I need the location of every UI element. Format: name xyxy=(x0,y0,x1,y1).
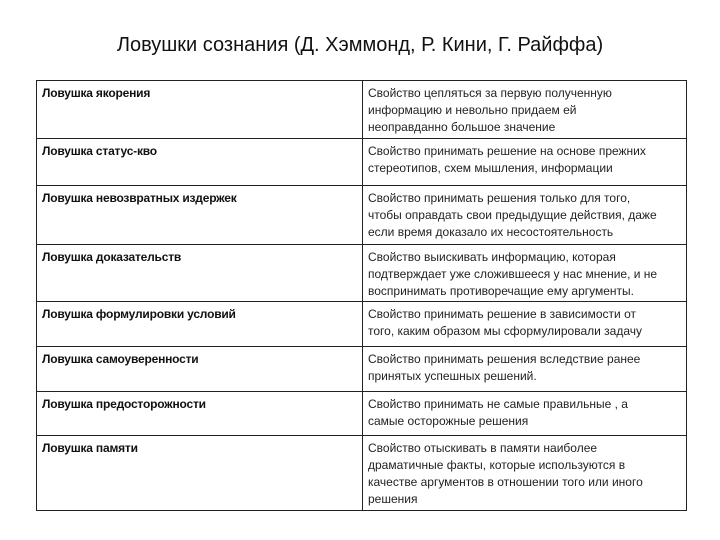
trap-description: Свойство принимать решения вследствие ранее принятых успешных решений. xyxy=(363,347,687,392)
trap-name: Ловушка статус-кво xyxy=(37,139,363,186)
table-row xyxy=(37,392,687,436)
trap-name: Ловушка доказательств xyxy=(37,245,363,302)
trap-description: Свойство принимать не самые правильные , а самые осторожные решения xyxy=(363,392,687,436)
table-row xyxy=(37,186,687,245)
slide-title: Ловушки сознания (Д. Хэммонд, Р. Кини, Г. Райффа) xyxy=(116,34,604,56)
trap-description: Свойство выискивать информацию, которая подтверждает уже сложившееся у нас мнение, и не воспринимать противоречащие ему аргументы. xyxy=(363,245,687,302)
trap-name: Ловушка якорения xyxy=(37,81,363,139)
table-body xyxy=(37,81,687,511)
trap-description: Свойство принимать решение на основе прежних стереотипов, схем мышления, информации xyxy=(363,139,687,186)
table-row xyxy=(37,302,687,347)
trap-description: Свойство принимать решение в зависимости от того, каким образом мы сформулировали задачу xyxy=(363,302,687,347)
table-row xyxy=(37,436,687,511)
trap-name: Ловушка предосторожности xyxy=(37,392,363,436)
trap-description: Свойство отыскивать в памяти наиболее драматичные факты, которые используются в качестве аргументов в отношении того или иного решения xyxy=(363,436,687,511)
trap-name: Ловушка самоуверенности xyxy=(37,347,363,392)
table-row xyxy=(37,139,687,186)
table-row xyxy=(37,245,687,302)
traps-table xyxy=(36,80,687,511)
trap-description: Свойство цепляться за первую полученную информацию и невольно придаем ей неоправданно большое значение xyxy=(363,81,687,139)
trap-name: Ловушка формулировки условий xyxy=(37,302,363,347)
trap-name: Ловушка невозвратных издержек xyxy=(37,186,363,245)
trap-description: Свойство принимать решения только для того, чтобы оправдать свои предыдущие действия, даже если время доказало их несостоятельность xyxy=(363,186,687,245)
table-row xyxy=(37,347,687,392)
table-row xyxy=(37,81,687,139)
trap-name: Ловушка памяти xyxy=(37,436,363,511)
